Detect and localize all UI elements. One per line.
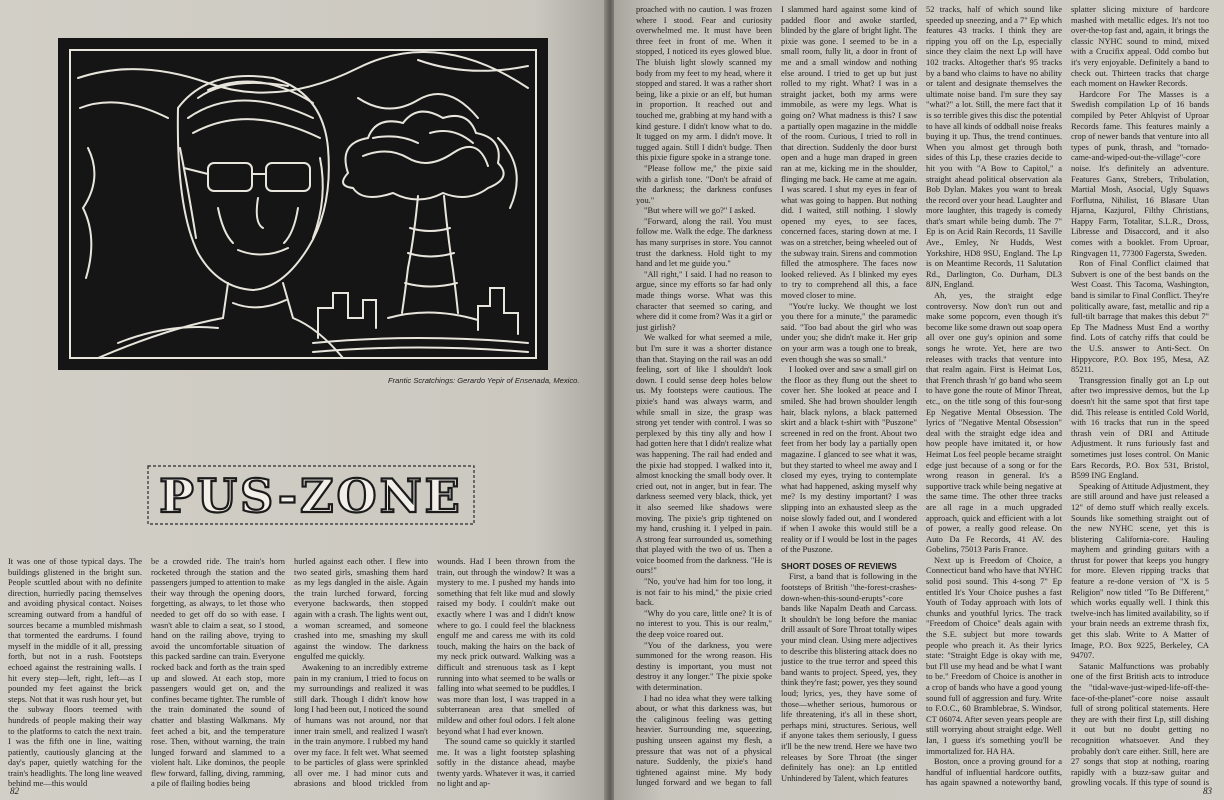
article-paragraph: We walked for what seemed a mile, but I'm sure it was a shorter distance than that. Staying on the rail was an odd feeling, sort of like I shouldn't look down. I could sense deep holes below us. My footsteps were cautious. The pixie's hand was always warm, and while small in size, the grasp was strong yet tender with control. I was so perplexed by this tiny ally and how I had gotten here that I didn't realize what was happening. The rail had ended and the pixie had stopped. I walked into it, almost knocking the small body over. It cried out, not in anger, but in fear. The darkness seemed very black, thick, yet it also seemed like shadows were moving. The pixie's grip tightened on my hand, crushing it. I yelped in pain. A strong fear surrounded us, something that played with the two of us. Then a voice boomed from the darkness. "He is ours!" <box>636 332 772 576</box>
section-heading: SHORT DOSES OF REVIEWS <box>781 560 897 571</box>
illustration <box>58 38 548 370</box>
left-column-3 <box>294 556 428 788</box>
article-paragraph: It was one of those typical days. The buildings glistened in the bright sun. People scuttled about with no definite direction, hurriedly pacing themselves and avoiding physical contact. Noises screaming outward from a handful of sources became a mumbled mishmash that tormented the eardrums. I found myself in the middle of it all, pressing forth, but not in a rush. Footsteps echoed against the restraining walls. I hit every step—left, right, left—as I pounded my feet against the brick steps. Not that it was rush hour yet, but the subway floors teemed with hundreds of people making their way to the platforms to catch the next train. I was the fifth one in line, waiting patiently, cautiously glancing at the day's paper, quietly watching for the train's headlights. The long line weaved behind me—this would <box>8 556 142 788</box>
article-paragraph: 52 tracks, half of which sound like speeded up sneezing, and a 7" Ep which features 43 tracks. I think they are ripping you off on the Lp, especially since they claim the next Lp will have 102 tracks. Altogether that's 95 tracks by a band who claims to have no ability or talent and designate themselves the ultimate noise band. I'm sure they say "what?" a lot. Still, the mere fact that it is so terrible gives this disc the potential to have all kinds of oddball noise freaks buying it up. Thus, the trend continues. When you almost get through both sides of this Lp, these crazies decide to hit you with "A Bow to Capitol," a straight ahead political observation ala Bob Dylan. Makes you want to break the record over your head. Laughter and more laughter, this tragedy is comedy that's smart while being dumb. The 7" Ep is on Acid Rain Records, 11 Saville Ave., Emley, Nr Hudds, West Yorkshire, HD8 9SU, England. The Lp is on Meantime Records, 11 Salutation Rd., Darlington, Co. Durham, DL3 8JN, England. <box>926 4 1062 290</box>
article-paragraph: "Why do you care, little one? It is of no interest to you. This is our realm," the deep voice roared out. <box>636 607 772 640</box>
article-paragraph: Ron of Final Conflict claimed that Subvert is one of the best bands on the West Coast. This Tacoma, Washington, band is similar to Final Conflict. They're politically aware, fast, metallic and rip a full-tilt barrage that makes this debut 7" Ep The Madness Must End a worthy find. Lots of catchy riffs that could be the U.S. answer to Anti-Sect. On Hippycore, P.O. Box 195, Mesa, AZ 85211. <box>1071 258 1209 375</box>
article-paragraph: "All right," I said. I had no reason to argue, since my efforts so far had only made things worse. What was this character that seemed so caring, and where did it come from? Was it a girl or just girlish? <box>636 268 772 332</box>
page-number-right: 83 <box>1203 786 1212 796</box>
article-paragraph: First, a band that is following in the footsteps of British "the-forest-crashes-down-when-this-sound-erupts"-core bands like Napalm Death and Carcass. It shouldn't be long before the maniac drill assault of Sore Throat totally wipes your mind clean. Using mere adjectives to describe this blistering attack does no justice to the true terror and speed this band wants to project. Speed, yes, they think they're fast; power, yes they sound loud; lyrics, yes, they have some of those—whether serious, humorous or life threatening, it's all in these short, perhaps mini, structures. Serious, well if anyone takes them seriously, I guess it'll be the new trend. Here we have two releases by Sore Throat (the singer definitely has one): an Lp entitled Unhindered by Talent, which features <box>781 571 917 783</box>
article-paragraph: Transgression finally got an Lp out after two impressive demos, but the Lp doesn't hit the same spot that first tape did. This release is entitled Cold World, with 16 tracks that run in the speed thrash vein of DRI and Attitude Adjustment. It runs furiously fast and sometimes just loses control. On Manic Ears Records, P.O. Box 531, Bristol, B599 ING England. <box>1071 374 1209 481</box>
article-paragraph: Ah, yes, the straight edge controversy. Now don't run out and make some popcorn, even though it's become like some drawn out soap opera all over one guy's opinion and some songs he wrote. Yet, here are two releases with tracks that venture into that realm again. First is Heimat Los, that French thrash 'n' go band who seem to have gone the route of Minor Threat, etc., on the title song of this four-song Ep Negative Mental Obsession. The lyrics of "Negative Mental Obsession" deal with the straight edge idea and how people have imitated it, or how Heimat Los feel people became straight edge just because of a song or for the wrong reason in general. It's a supportive track while being negative at the same time. The other three tracks are all rage in a much upgraded approach, quick and efficient with a lot of power, a really good release. On Auto Da Fe Records, 41 AV. des Gobelins, 75013 Paris France. <box>926 290 1062 555</box>
article-paragraph: "Forward, along the rail. You must follow me. Walk the edge. The darkness has many surprises in store. You cannot trust the darkness. Hold tight to my hand and let me guide you." <box>636 215 772 269</box>
article-paragraph: Satanic Malfunctions was probably one of the first British acts to introduce the "tidal-wave-just-wiped-life-off-the-face-of-the-planet"-core noise assault full of strong political statements. Here they are with their first Lp, still dishing it out but no doubt getting no recognition whatsoever. And they probably don't care either. Still, here are 27 songs that stop at nothing, roaring rapidly with a buzz-saw guitar and growling vocals. If this type of sound is <box>1071 660 1209 788</box>
article-paragraph: Speaking of Attitude Adjustment, they are still around and have just released a 12" of demo stuff which really excels. Sounds like something straight out of the new NYHC scene, yet this is blistering California-core. Hauling mayhem and grinding guitars with a thrust for power that keeps you hungry for more. Eleven ripping tracks that feature a re-done version of "X is 5 Religion" now titled "To Be Different," which works equally well. I think this twelve-inch has limited availability, so if your brain needs an extreme thrash fix, get this slab. Write to A Matter of Image, P.O. Box 9225, Berkeley, CA 94707. <box>1071 480 1209 661</box>
page-number-left: 82 <box>10 786 19 796</box>
right-column-1 <box>636 4 772 788</box>
article-paragraph: be a crowded ride. The train's horn rocketed through the station and the passengers jumped to attention to make their way through the opening doors, forgetting, as always, to let those who needed to get off do so with ease. I wasn't able to claim a seat, so I stood, hand on the railing above, trying to avoid the uncomfortable situation of this packed sardine can train. Everyone rocked back and forth as the train sped up and slowed. At each stop, more passengers would get on, and the confines became tighter. The rumble of the train dominated the sound of chatter and blasting Walkmans. My feet ached a bit, and the temperature rose. Then, without warning, the train lunged forward and slammed to a violent halt. Like dominos, the people flew forward, falling, diving, ramming, a pile of flailing bodies being <box>151 556 285 788</box>
logo-text: PUS-ZONE <box>159 469 463 523</box>
article-paragraph: wounds. Had I been thrown from the train, out through the window? It was a mystery to me. I pushed my hands into something that felt like mud and slowly raised my body. I couldn't make out exactly where I was and I didn't know where to go. I could feel the blackness engulf me and caress me with its cold touch, making the hairs on the back of my neck prick outward. Walking was a difficult and strenuous task as I kept running into what seemed to be walls or falling into what seemed to be puddles. I was more than lost, I was trapped in a subterranean area that smelled of mildew and other foul odors. I felt alone beyond what I had ever known. <box>437 556 575 736</box>
article-paragraph: Next up is Freedom of Choice, a Connecticut band who have that NYHC solid posi sound. This 4-song 7" Ep entitled It's Your Choice pushes a fast Youth of Today approach with lots of chunks and youthful lyrics. The track "Freedom of Choice" deals again with the S.E. subject but more towards people who preach it. As their lyrics state: "Straight Edge is okay with me, but I'll use my head and be what I want to be." Freedom of Choice is another in a crop of bands who have a good young sound full of aggression and fury. Write to F.O.C., 60 Bramblebrae, S. Windsor, CT 06074. After seven years people are still worrying about straight edge. Well Ian, I guess it's something you'll be immortalized for. HA HA. <box>926 554 1062 756</box>
article-paragraph: "But where will we go?" I asked. <box>644 205 756 216</box>
left-page <box>0 0 606 800</box>
article-paragraph: hurled against each other. I flew into two seated girls, smashing them hard as my legs dangled in the aisle. Again the train lurched forward, forcing everyone backwards, then stopped again with a crash. The lights went out, a woman screamed, and someone crashed into me, smashing my skull against the window. The darkness engulfed me quickly. <box>294 556 428 662</box>
article-paragraph: "No, you've had him for too long, it is not fair to his mind," the pixie cried back. <box>636 576 772 608</box>
illustration-caption: Frantic Scratchings: Gerardo Yepir of Ensenada, Mexico. <box>388 376 580 385</box>
article-paragraph: "You of the darkness, you were summoned for the wrong reason. His destiny is important, you must not destroy it any longer." The pixie spoke with determination. <box>636 639 772 692</box>
puszone-logo <box>146 462 476 528</box>
article-paragraph: I slammed hard against some kind of padded floor and awoke startled, blinded by the glare of bright light. The pixie was gone. I seemed to be in a small room, fully lit, a door in front of me and a small window and nothing else around. I tried to get up but just rolled to my right. What? I was in a straight jacket, both my arms were immobile, as were my legs. What is going on? What madness is this? I saw a partially open magazine in the middle of the room. Curious, I tried to roll in that direction. Suddenly the door burst open and a huge man draped in green ran at me, kicking me in the shoulder, flinging me back. He came at me again. I was scared. I shut my eyes in fear of what was going to happen. But nothing did. I waited, still nothing. I slowly opened my eyes, to see faces, concerned faces, staring down at me. I was on a stretcher, being wheeled out of the subway train. Sirens and commotion filled the atmosphere. The faces now looked relieved. As I blinked my eyes to try to comprehend all this, a face moved closer to mine. <box>781 4 917 301</box>
article-paragraph: proached with no caution. I was frozen where I stood. Fear and curiosity overwhelmed me. It must have been three feet in front of me. When it stopped, I noticed its eyes glowed blue. The bluish light slowly scanned my body from my feet to my head, where it stopped and stared. It was a rather short being, like a pixie or an elf, but human in proportion. It reached out and touched me, grabbing at my hand with a kind gesture. I didn't know what to do. It tugged on my arm. I didn't move. It tugged again. Still I didn't budge. Then this pixie figure spoke in a strange tone. <box>636 4 772 163</box>
article-paragraph: The sound came so quickly it startled me. It was a light footstep splashing softly in the distance ahead, maybe twenty yards. Whatever it was, it carried no light and ap- <box>437 736 575 788</box>
illustration-drawing <box>58 38 548 370</box>
article-paragraph: Hardcore For The Masses is a Swedish compilation Lp of 16 bands compiled by Peter Ahlqvist of Uproar Records fame. This features mainly a crop of newer bands that venture into all types of punk, thrash, and "tornado-came-and-wiped-out-the-village"-core noise. It's definitely an adventure. Features Ganx, Strebers, Tribulation, Martial Mosh, Asocial, Ugly Squaws Forflutna, Nihilist, 16 Blasare Utan Hjarna, Kazjurol, Filthy Christians, Happy Farm, Totalitar, S.L.R., Dross, Libresse and Disaccord, and it also comes with a booklet. From Uproar, Ringvagen 11, 77300 Fagersta, Sweden. <box>1071 88 1209 258</box>
left-column-1 <box>8 556 142 788</box>
article-paragraph: I looked over and saw a small girl on the floor as they flung out the sheet to cover her. She looked at peace and I smiled. She had brown shoulder length hair, black nylons, a black patterned skirt and a black t-shirt with "Puszone" screened in red on the front. About two feet from her body lay a partially open magazine. I glanced to see what it was, but they started to wheel me away and I closed my eyes, trying to contemplate what had happened, asking myself why me? Is my destiny important? I was slipping into an exhausted sleep as the noise slowly faded out, and I wondered if when I awoke this would still be a reality or if I would be lost in the pages of the Puszone. <box>781 364 917 555</box>
right-page <box>614 0 1224 800</box>
article-paragraph: I had no idea what they were talking about, or what this darkness was, but the caliginous feeling was getting heavier. Surrounding me, squeezing, pushing unseen against my flesh, a pressure that was not of a physical nature. Suddenly, the pixie's hand tightened against mine. My body lunged forward and we began to fall <box>636 692 772 788</box>
article-paragraph: "You're lucky. We thought we lost you there for a minute," the paramedic said. "Too bad about the girl who was under you; she didn't make it. Her grip on your arm was a tough one to break, even though she was so small." <box>781 300 917 364</box>
right-column-2 <box>781 4 917 788</box>
left-column-4 <box>437 556 575 788</box>
article-paragraph: splatter slicing mixture of hardcore mashed with metallic edges. It's not too over-the-top fast and, again, it brings the classic NYHC sound to mind, mixed with a Crucifix appeal. Odd combo but it's very enjoyable. Definitely a band to check out. Thirteen tracks that charge each moment on Hawker Records. <box>1071 4 1209 89</box>
right-column-3 <box>926 4 1062 788</box>
article-paragraph: Boston, once a proving ground for a handful of influential hardcore outfits, has again spawned a noteworthy band, <box>926 756 1062 788</box>
article-paragraph: Awakening to an incredibly extreme pain in my cranium, I tried to focus on my surroundings and realized it was still dark. Though I didn't know how long I had been out, I noticed the sound of humans was not around, nor that inner train smell, and realized I wasn't in the train anymore. I rubbed my hand over my face. It felt wet. What seemed to be particles of glass were sprinkled all over me. I had minor cuts and abrasions and blood trickled from <box>294 661 428 788</box>
article-paragraph: "Please follow me," the pixie said with a girlish tone. "Don't be afraid of the darkness; the darkness confuses you." <box>636 162 772 205</box>
right-column-4 <box>1071 4 1209 788</box>
left-column-2 <box>151 556 285 788</box>
